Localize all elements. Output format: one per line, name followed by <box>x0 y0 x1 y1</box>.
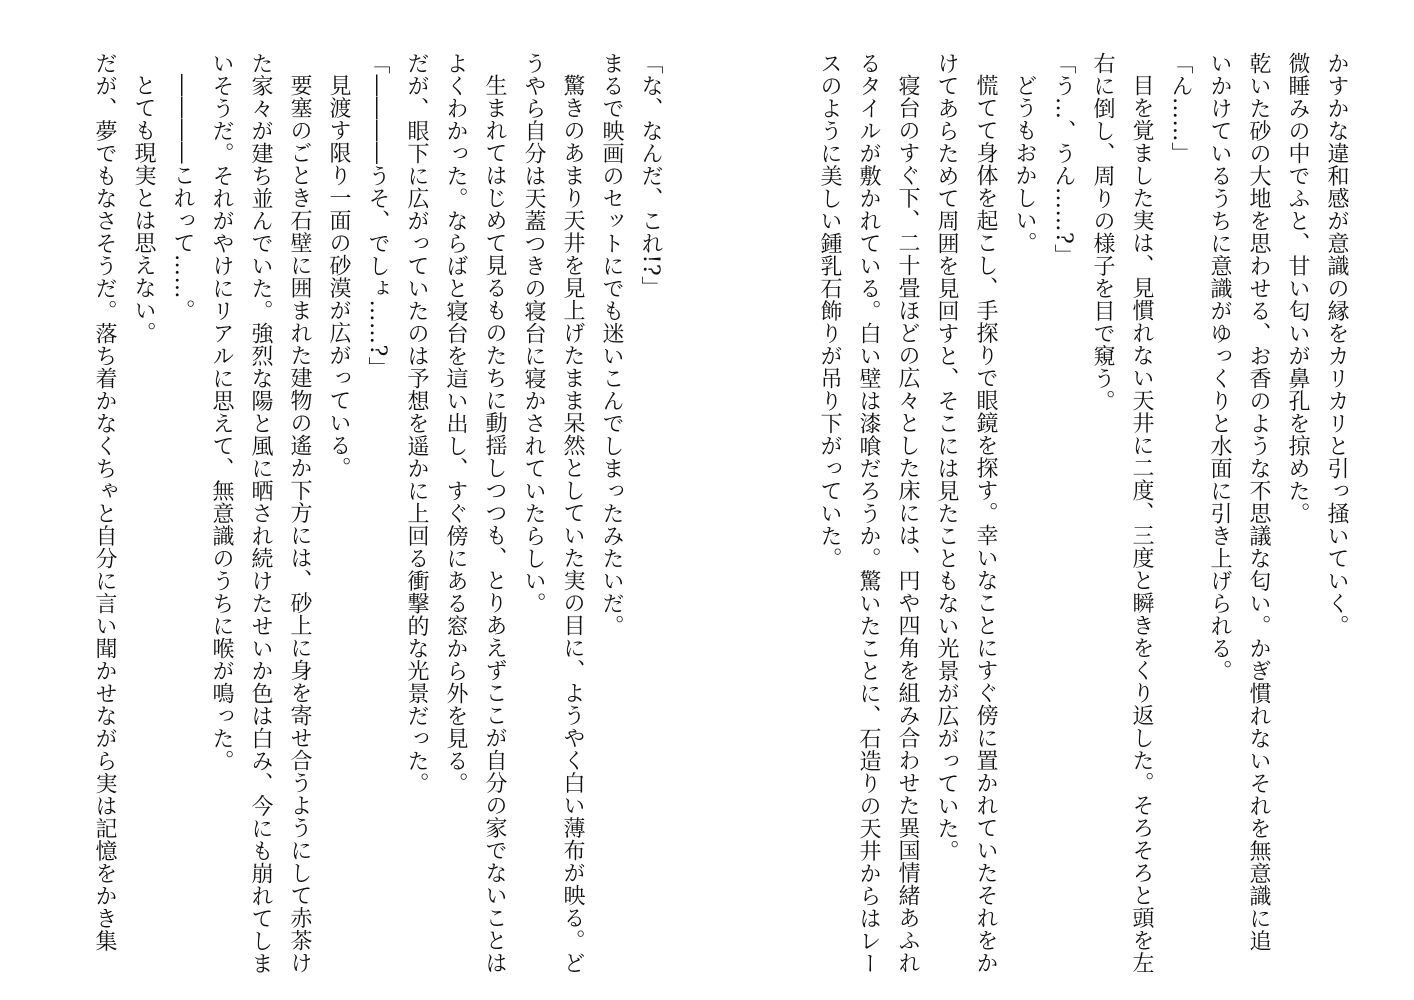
paragraph: だが、夢でもなさそうだ。落ち着かなくちゃと自分に言い聞かせながら実は記憶をかき集 <box>92 52 117 952</box>
paragraph: 右に倒し、周りの様子を目で窺う。 <box>1090 52 1115 412</box>
paragraph: 要塞のごとき石壁に囲まれた建物の遙か下方には、砂上に身を寄せ合うようにして赤茶け <box>287 74 312 974</box>
paragraph: 慌てて身体を起こし、手探りで眼鏡を探す。幸いなことにすぐ傍に置かれていたそれをか <box>973 74 998 974</box>
paragraph: ――――これって……。 <box>170 74 195 322</box>
left-page <box>70 52 670 982</box>
paragraph: 驚きのあまり天井を見上げたまま呆然としていた実の目に、ようやく白い薄布が映る。ど <box>560 74 585 974</box>
paragraph: 乾いた砂の大地を思わせる、お香のような不思議な匂い。かぎ慣れないそれを無意識に追 <box>1246 52 1271 952</box>
paragraph: 微睡みの中でふと、甘い匂いが鼻孔を掠めた。 <box>1285 52 1310 525</box>
paragraph: いかけているうちに意識がゆっくりと水面に引き上げられる。 <box>1207 52 1232 682</box>
paragraph: だが、眼下に広がっていたのは予想を遥かに上回る衝撃的な光景だった。 <box>404 52 429 795</box>
paragraph: スのように美しい鍾乳石飾りが吊り下がっていた。 <box>817 52 842 570</box>
dialogue-line: 「な、なんだ、これ!?」 <box>638 52 663 299</box>
paragraph: よくわかった。ならばと寝台を這い出し、すぐ傍にある窓から外を見る。 <box>443 52 468 795</box>
paragraph: とても現実とは思えない。 <box>131 74 156 344</box>
paragraph: いそうだ。それがやけにリアルに思えて、無意識のうちに喉が鳴った。 <box>209 52 234 772</box>
right-page <box>756 52 1356 982</box>
paragraph: 見渡す限り一面の砂漠が広がっている。 <box>326 74 351 479</box>
paragraph: 寝台のすぐ下、二十畳ほどの広々とした床には、円や四角を組み合わせた異国情緒あふれ <box>895 74 920 974</box>
paragraph: まるで映画のセットにでも迷いこんでしまったみたいだ。 <box>599 52 624 637</box>
paragraph: た家々が建ち並んでいた。強烈な陽と風に晒され続けたせいか色は白み、今にも崩れてしま <box>248 52 273 975</box>
paragraph: うやら自分は天蓋つきの寝台に寝かされていたらしい。 <box>521 52 546 615</box>
paragraph: 生まれてはじめて見るものたちに動揺しつつも、とりあえずここが自分の家でないことは <box>482 74 507 974</box>
paragraph: けてあらためて周囲を見回すと、そこには見たこともない光景が広がっていた。 <box>934 52 959 862</box>
paragraph: 目を覚ました実は、見慣れない天井に二度、三度と瞬きをくり返した。そろそろと頭を左 <box>1129 74 1154 974</box>
paragraph: るタイルが敷かれている。白い壁は漆喰だろうか。驚いたことに、石造りの天井からはレー <box>856 52 881 975</box>
paragraph: どうもおかしい。 <box>1012 74 1037 254</box>
paragraph: かすかな違和感が意識の縁をカリカリと引っ掻いていく。 <box>1324 52 1349 637</box>
dialogue-line: 「う…、うん……?」 <box>1051 52 1076 267</box>
dialogue-line: 「――――うそ、でしょ……?」 <box>365 52 390 380</box>
dialogue-line: 「ん……」 <box>1168 52 1193 165</box>
